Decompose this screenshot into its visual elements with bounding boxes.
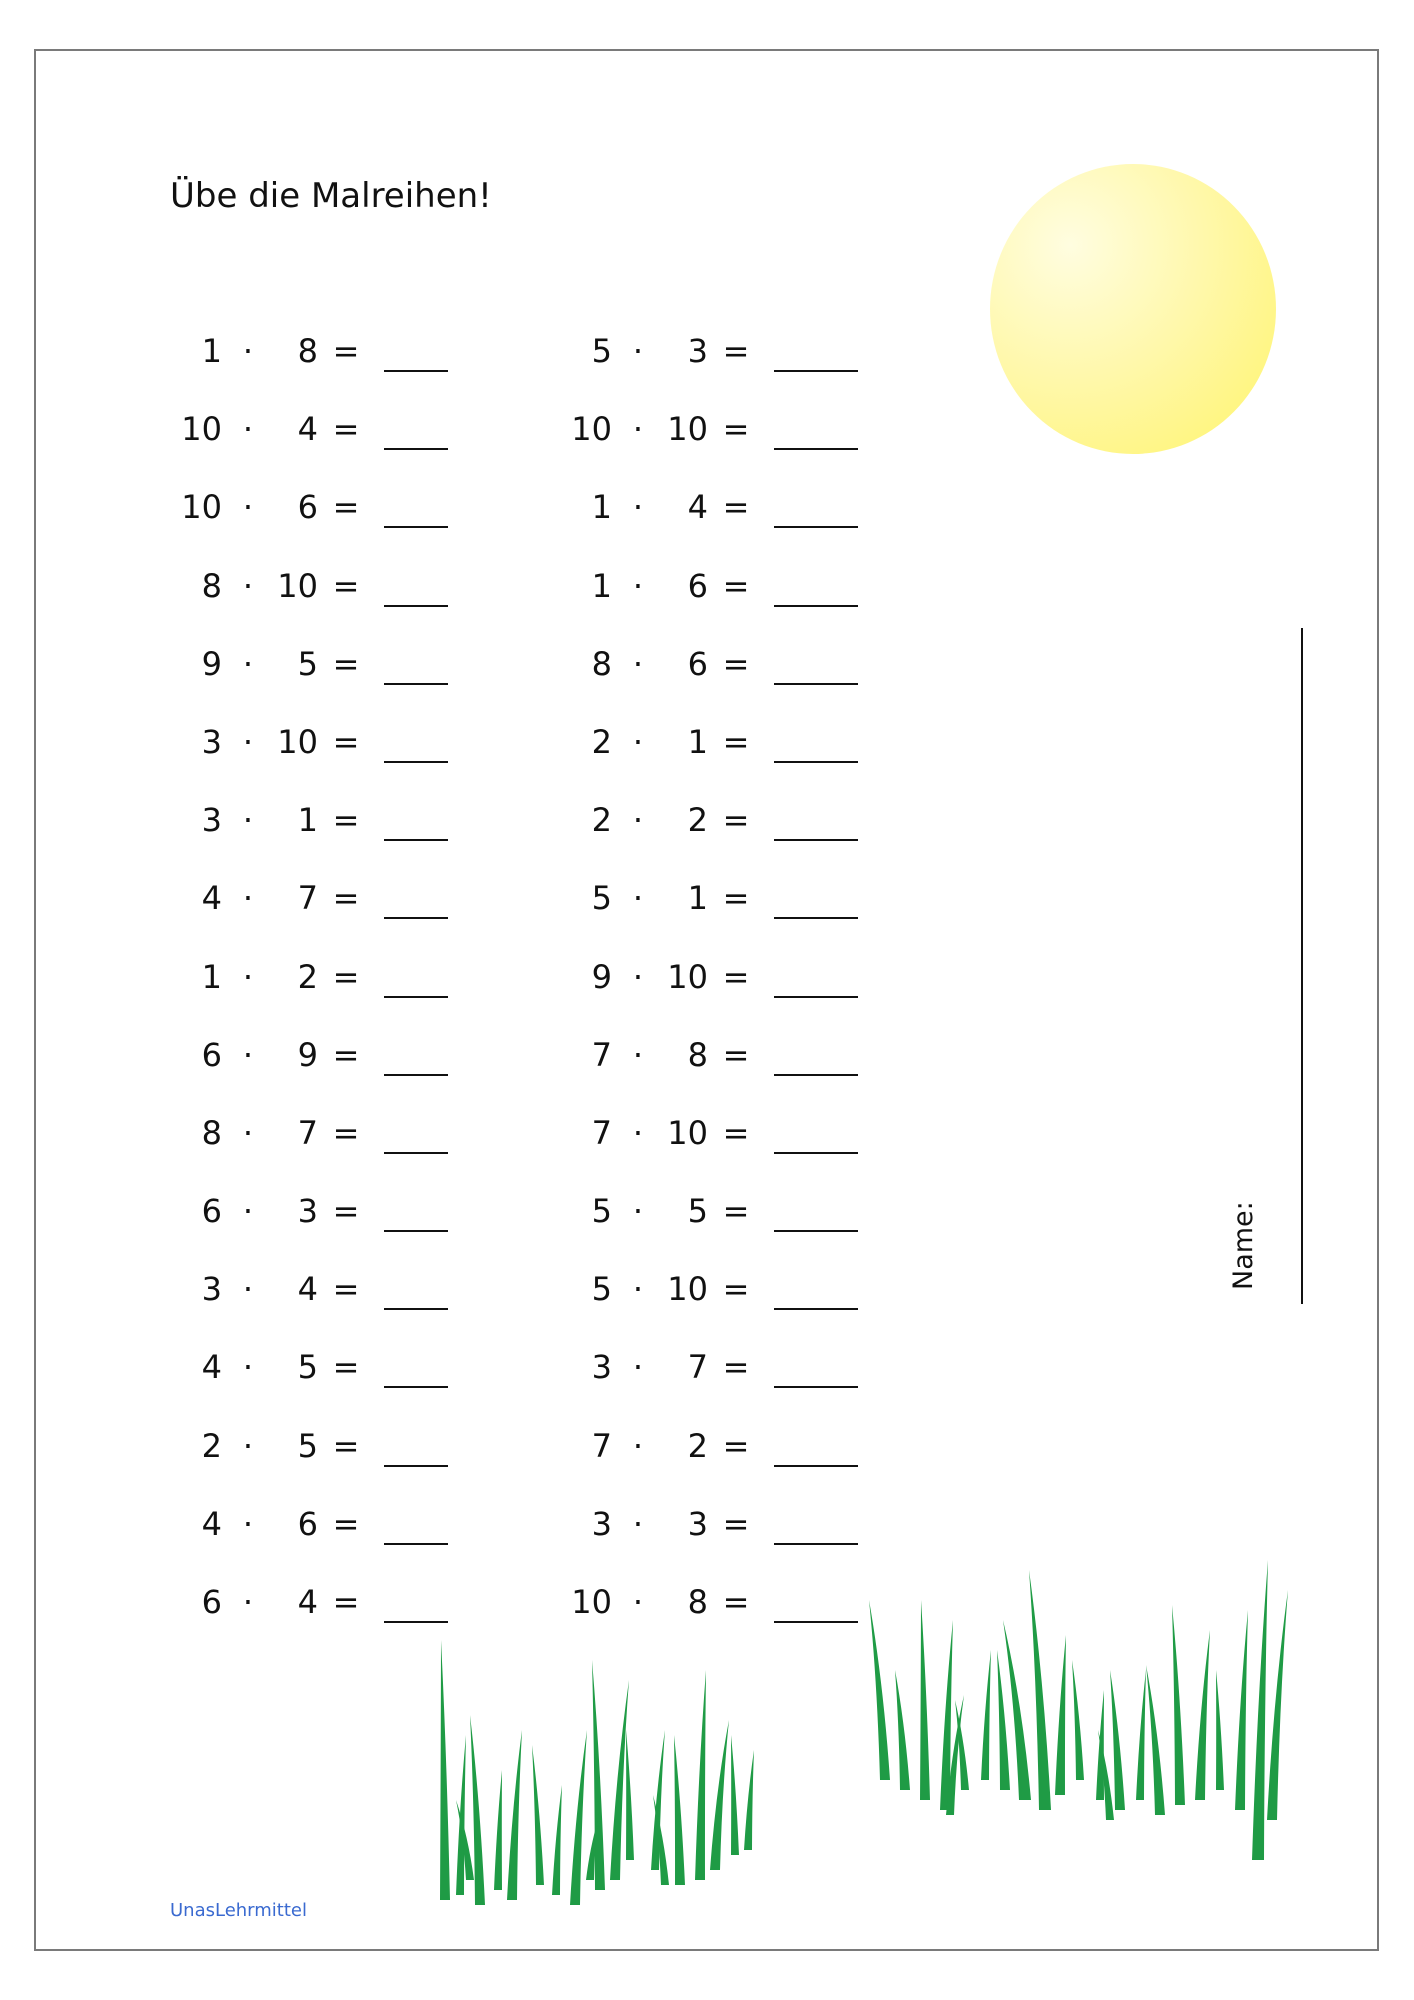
answer-line[interactable] (384, 526, 448, 528)
multiply-sign: · (632, 1348, 644, 1387)
factor-b: 6 (297, 488, 318, 527)
factor-b: 1 (297, 801, 318, 840)
factor-a: 4 (201, 1348, 222, 1387)
answer-line[interactable] (384, 1465, 448, 1467)
factor-a: 3 (591, 1504, 612, 1543)
equals-sign: = (722, 1113, 750, 1152)
equals-sign: = (722, 332, 750, 370)
name-label: Name: (1228, 1201, 1259, 1290)
multiply-sign: · (242, 1192, 254, 1231)
footer-credit: UnasLehrmittel (170, 1900, 307, 1921)
answer-line[interactable] (384, 1308, 448, 1310)
equals-sign: = (722, 722, 750, 761)
factor-a: 5 (591, 1270, 612, 1309)
equals-sign: = (332, 332, 360, 370)
answer-line[interactable] (774, 996, 858, 998)
factor-a: 3 (591, 1348, 612, 1387)
multiply-sign: · (632, 879, 644, 918)
factor-b: 8 (687, 1583, 708, 1621)
multiply-sign: · (242, 1035, 254, 1074)
equals-sign: = (722, 879, 750, 918)
factor-b: 8 (297, 332, 318, 370)
factor-b: 1 (687, 879, 708, 918)
factor-a: 10 (181, 410, 222, 449)
equals-sign: = (332, 410, 360, 449)
factor-a: 7 (591, 1035, 612, 1074)
factor-a: 1 (591, 566, 612, 605)
answer-line[interactable] (384, 1621, 448, 1623)
factor-b: 5 (297, 1426, 318, 1465)
multiply-sign: · (632, 488, 644, 527)
equals-sign: = (722, 1270, 750, 1309)
factor-b: 5 (297, 644, 318, 683)
factor-b: 7 (297, 879, 318, 918)
factor-b: 5 (687, 1192, 708, 1231)
factor-a: 3 (201, 1270, 222, 1309)
factor-a: 5 (591, 1192, 612, 1231)
equals-sign: = (332, 801, 360, 840)
factor-a: 8 (201, 566, 222, 605)
answer-line[interactable] (384, 761, 448, 763)
answer-line[interactable] (384, 448, 448, 450)
answer-line[interactable] (384, 370, 448, 372)
multiply-sign: · (632, 1113, 644, 1152)
factor-b: 4 (297, 1270, 318, 1309)
factor-a: 6 (201, 1192, 222, 1231)
multiply-sign: · (242, 332, 254, 370)
factor-a: 3 (201, 722, 222, 761)
multiply-sign: · (632, 801, 644, 840)
multiply-sign: · (242, 1348, 254, 1387)
equals-sign: = (722, 644, 750, 683)
factor-a: 8 (591, 644, 612, 683)
answer-line[interactable] (384, 1152, 448, 1154)
factor-a: 5 (591, 332, 612, 370)
factor-a: 7 (591, 1113, 612, 1152)
answer-line[interactable] (384, 996, 448, 998)
factor-b: 5 (297, 1348, 318, 1387)
factor-a: 10 (181, 488, 222, 527)
answer-line[interactable] (774, 1074, 858, 1076)
equals-sign: = (722, 1348, 750, 1387)
answer-line[interactable] (774, 1621, 858, 1623)
factor-b: 1 (687, 722, 708, 761)
answer-line[interactable] (384, 1386, 448, 1388)
multiply-sign: · (632, 1583, 644, 1621)
factor-a: 4 (201, 879, 222, 918)
name-answer-line[interactable] (1301, 628, 1303, 1304)
worksheet-title: Übe die Malreihen! (170, 176, 492, 216)
multiply-sign: · (242, 644, 254, 683)
multiply-sign: · (242, 1113, 254, 1152)
answer-line[interactable] (384, 683, 448, 685)
multiply-sign: · (242, 1504, 254, 1543)
multiply-sign: · (632, 1426, 644, 1465)
factor-b: 10 (277, 566, 318, 605)
equals-sign: = (332, 722, 360, 761)
equals-sign: = (722, 957, 750, 996)
answer-line[interactable] (774, 1230, 858, 1232)
multiply-sign: · (632, 957, 644, 996)
multiply-sign: · (632, 1504, 644, 1543)
multiply-sign: · (632, 1270, 644, 1309)
answer-line[interactable] (774, 605, 858, 607)
equals-sign: = (722, 410, 750, 449)
multiply-sign: · (242, 488, 254, 527)
equals-sign: = (332, 1583, 360, 1621)
answer-line[interactable] (384, 1230, 448, 1232)
factor-a: 2 (591, 801, 612, 840)
multiply-sign: · (632, 1192, 644, 1231)
multiply-sign: · (242, 1426, 254, 1465)
equals-sign: = (722, 1192, 750, 1231)
factor-b: 10 (277, 722, 318, 761)
multiply-sign: · (242, 1583, 254, 1621)
factor-a: 8 (201, 1113, 222, 1152)
multiply-sign: · (632, 1035, 644, 1074)
multiply-sign: · (632, 722, 644, 761)
answer-line[interactable] (384, 917, 448, 919)
factor-b: 3 (687, 1504, 708, 1543)
answer-line[interactable] (384, 1074, 448, 1076)
answer-line[interactable] (774, 1308, 858, 1310)
factor-b: 4 (687, 488, 708, 527)
factor-b: 10 (667, 957, 708, 996)
equals-sign: = (332, 1270, 360, 1309)
factor-b: 9 (297, 1035, 318, 1074)
equals-sign: = (722, 566, 750, 605)
multiply-sign: · (632, 566, 644, 605)
factor-b: 4 (297, 410, 318, 449)
factor-b: 4 (297, 1583, 318, 1621)
answer-line[interactable] (384, 839, 448, 841)
equals-sign: = (332, 1035, 360, 1074)
multiply-sign: · (242, 1270, 254, 1309)
answer-line[interactable] (774, 370, 858, 372)
factor-b: 6 (687, 566, 708, 605)
factor-a: 6 (201, 1035, 222, 1074)
equals-sign: = (332, 1504, 360, 1543)
factor-b: 6 (297, 1504, 318, 1543)
factor-a: 6 (201, 1583, 222, 1621)
multiply-sign: · (242, 957, 254, 996)
equals-sign: = (332, 957, 360, 996)
multiply-sign: · (242, 722, 254, 761)
sun-icon (990, 164, 1276, 454)
answer-line[interactable] (384, 605, 448, 607)
answer-line[interactable] (774, 1465, 858, 1467)
factor-a: 5 (591, 879, 612, 918)
factor-b: 3 (297, 1192, 318, 1231)
factor-b: 3 (687, 332, 708, 370)
answer-line[interactable] (774, 448, 858, 450)
equals-sign: = (722, 1504, 750, 1543)
factor-b: 2 (687, 801, 708, 840)
equals-sign: = (332, 488, 360, 527)
multiply-sign: · (242, 801, 254, 840)
equals-sign: = (332, 1348, 360, 1387)
answer-line[interactable] (774, 917, 858, 919)
factor-b: 8 (687, 1035, 708, 1074)
multiply-sign: · (242, 879, 254, 918)
equals-sign: = (722, 1583, 750, 1621)
factor-a: 10 (571, 1583, 612, 1621)
multiply-sign: · (632, 410, 644, 449)
answer-line[interactable] (774, 839, 858, 841)
factor-a: 9 (201, 644, 222, 683)
factor-a: 4 (201, 1504, 222, 1543)
answer-line[interactable] (774, 1543, 858, 1545)
equals-sign: = (332, 879, 360, 918)
equals-sign: = (332, 1192, 360, 1231)
factor-a: 10 (571, 410, 612, 449)
equals-sign: = (722, 1035, 750, 1074)
equals-sign: = (722, 1426, 750, 1465)
multiply-sign: · (632, 644, 644, 683)
factor-b: 6 (687, 644, 708, 683)
answer-line[interactable] (384, 1543, 448, 1545)
multiply-sign: · (242, 410, 254, 449)
factor-a: 1 (201, 332, 222, 370)
equals-sign: = (332, 1113, 360, 1152)
factor-b: 10 (667, 1270, 708, 1309)
equals-sign: = (332, 566, 360, 605)
answer-line[interactable] (774, 1152, 858, 1154)
answer-line[interactable] (774, 526, 858, 528)
factor-a: 2 (591, 722, 612, 761)
multiply-sign: · (242, 566, 254, 605)
multiply-sign: · (632, 332, 644, 370)
factor-b: 7 (687, 1348, 708, 1387)
answer-line[interactable] (774, 1386, 858, 1388)
equals-sign: = (332, 644, 360, 683)
factor-a: 1 (591, 488, 612, 527)
factor-b: 2 (297, 957, 318, 996)
factor-b: 2 (687, 1426, 708, 1465)
answer-line[interactable] (774, 761, 858, 763)
factor-b: 10 (667, 410, 708, 449)
equals-sign: = (722, 488, 750, 527)
factor-b: 10 (667, 1113, 708, 1152)
factor-a: 3 (201, 801, 222, 840)
factor-a: 7 (591, 1426, 612, 1465)
answer-line[interactable] (774, 683, 858, 685)
equals-sign: = (722, 801, 750, 840)
factor-a: 9 (591, 957, 612, 996)
factor-a: 1 (201, 957, 222, 996)
equals-sign: = (332, 1426, 360, 1465)
factor-b: 7 (297, 1113, 318, 1152)
factor-a: 2 (201, 1426, 222, 1465)
